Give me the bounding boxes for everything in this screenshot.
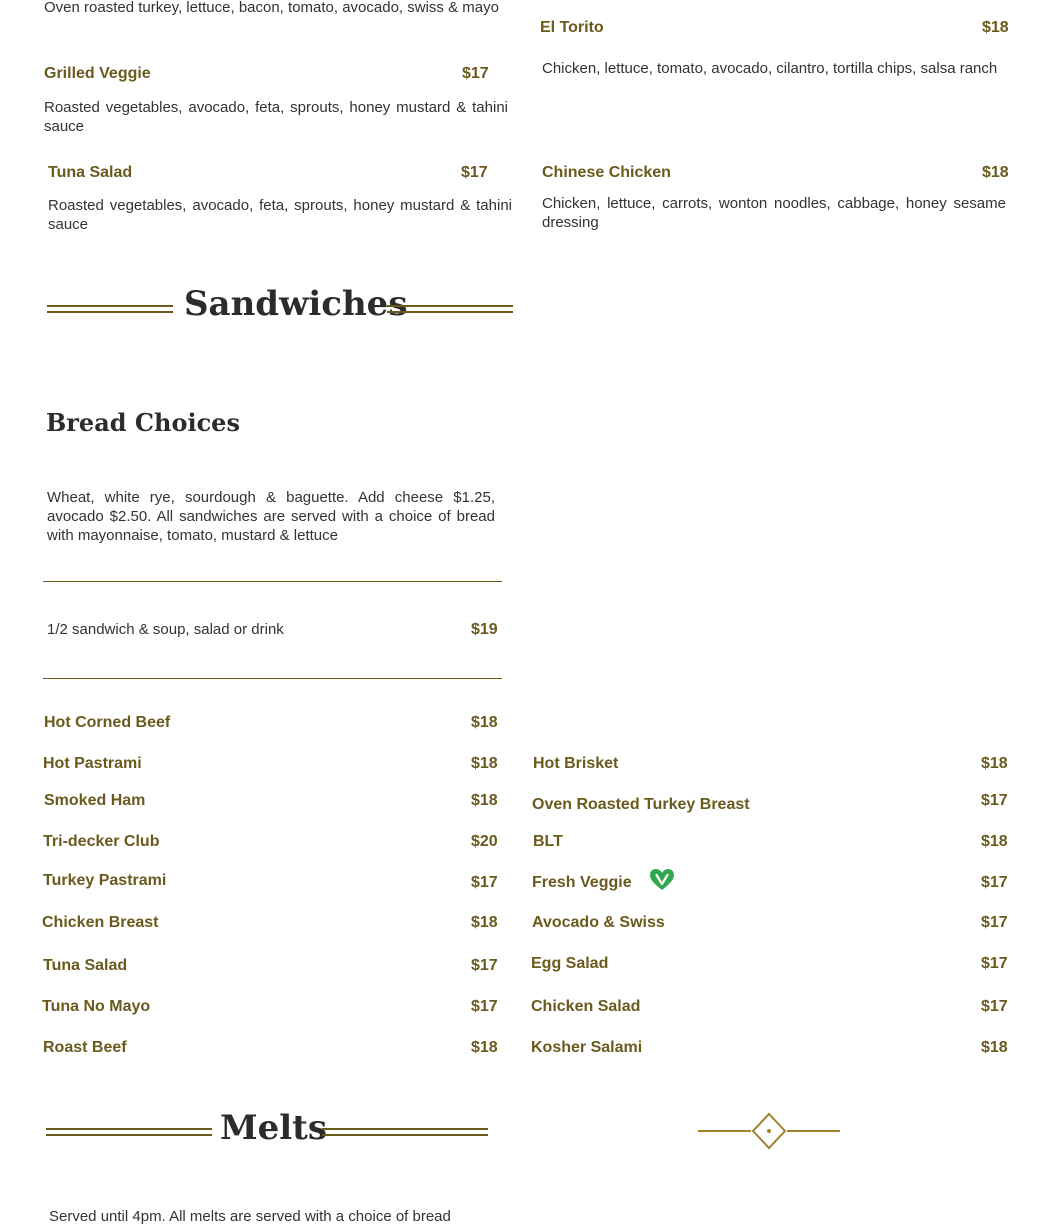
sandwich-price: $18 [471, 1039, 498, 1056]
sandwich-name: Tuna No Mayo [42, 998, 151, 1015]
sandwich-name: Fresh Veggie [532, 874, 632, 891]
item-price: $17 [462, 65, 489, 82]
section-title-sandwiches: Sandwiches [184, 284, 408, 324]
item-description: Roasted vegetables, avocado, feta, sprouts, honey mustard & tahini sauce [48, 197, 512, 233]
sandwich-name: Roast Beef [43, 1039, 127, 1056]
sandwich-price: $18 [471, 914, 498, 931]
combo-label: 1/2 sandwich & soup, salad or drink [47, 621, 284, 638]
sandwich-name: Turkey Pastrami [43, 872, 167, 889]
sandwich-name: Avocado & Swiss [532, 914, 665, 931]
section-title-melts: Melts [220, 1108, 328, 1148]
item-price: $17 [461, 164, 488, 181]
vegetarian-heart-icon [649, 868, 675, 892]
item-description: Oven roasted turkey, lettuce, bacon, tomato, avocado, swiss & mayo [44, 0, 499, 16]
item-price: $18 [982, 164, 1009, 181]
sandwich-price: $20 [471, 833, 498, 850]
sandwich-name: Hot Corned Beef [44, 714, 171, 731]
sandwich-name: Smoked Ham [44, 792, 146, 809]
item-name: Grilled Veggie [44, 65, 151, 82]
sandwich-price: $17 [471, 957, 498, 974]
sandwich-price: $18 [981, 755, 1008, 772]
heading-rule-left [47, 305, 173, 313]
sandwich-price: $18 [471, 792, 498, 809]
heading-rule-right [322, 1128, 488, 1136]
subsection-title-bread: Bread Choices [46, 408, 240, 437]
divider [43, 581, 502, 582]
sandwich-price: $18 [981, 1039, 1008, 1056]
heading-rule-right [387, 305, 513, 313]
item-description: Roasted vegetables, avocado, feta, sprouts, honey mustard & tahini sauce [44, 99, 508, 135]
item-price: $18 [982, 19, 1009, 36]
sandwich-price: $18 [981, 833, 1008, 850]
sandwich-name: Egg Salad [531, 955, 609, 972]
sandwich-price: $17 [471, 874, 498, 891]
sandwich-name: Tuna Salad [43, 957, 128, 974]
sandwich-price: $17 [981, 874, 1008, 891]
divider [43, 678, 502, 679]
sandwich-name: Tri-decker Club [43, 833, 160, 850]
sandwich-price: $18 [471, 755, 498, 772]
sandwich-price: $18 [471, 714, 498, 731]
item-name: Chinese Chicken [542, 164, 671, 181]
diamond-ornament-icon [697, 1112, 841, 1152]
sandwich-name: Hot Pastrami [43, 755, 142, 772]
item-description: Chicken, lettuce, tomato, avocado, cilantro, tortilla chips, salsa ranch [542, 60, 998, 77]
sandwich-name: Oven Roasted Turkey Breast [532, 796, 750, 813]
sandwich-price: $17 [471, 998, 498, 1015]
sandwich-name: Chicken Salad [531, 998, 641, 1015]
sandwich-price: $17 [981, 792, 1008, 809]
sandwich-price: $17 [981, 914, 1008, 931]
sandwich-price: $17 [981, 955, 1008, 972]
melts-description: Served until 4pm. All melts are served with a choice of bread [49, 1208, 451, 1225]
combo-price: $19 [471, 621, 498, 638]
sandwich-name: Chicken Breast [42, 914, 159, 931]
sandwich-name: BLT [533, 833, 563, 850]
heading-rule-left [46, 1128, 212, 1136]
bread-description: Wheat, white rye, sourdough & baguette. Add cheese $1.25, avocado $2.50. All sandwiches are served with a choice of bread with mayonnaise, tomato, mustard & lettuce [47, 489, 495, 544]
sandwich-price: $17 [981, 998, 1008, 1015]
item-name: El Torito [540, 19, 604, 36]
item-name: Tuna Salad [48, 164, 133, 181]
sandwich-name: Hot Brisket [533, 755, 619, 772]
sandwich-name: Kosher Salami [531, 1039, 643, 1056]
item-description: Chicken, lettuce, carrots, wonton noodles, cabbage, honey sesame dressing [542, 195, 1006, 231]
